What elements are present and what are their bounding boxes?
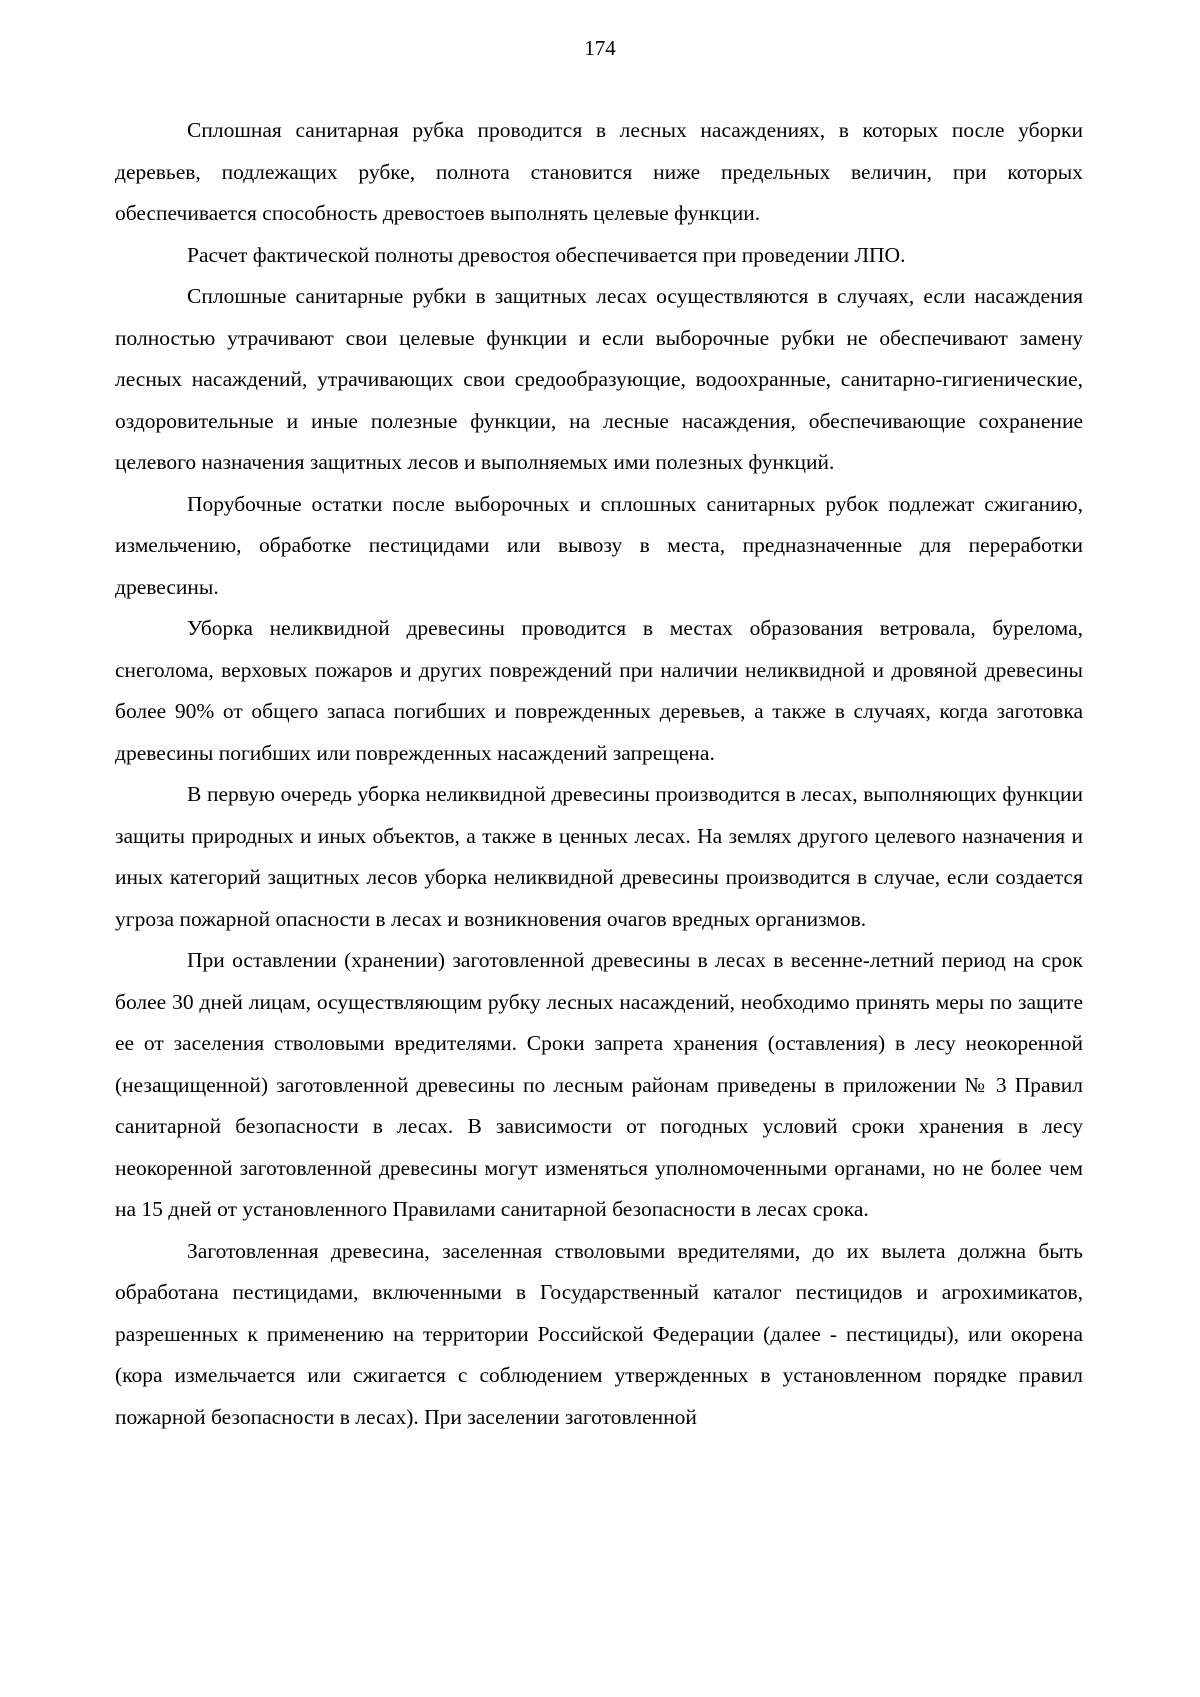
paragraph: Заготовленная древесина, заселенная стволовыми вредителями, до их вылета должна быть обработана пестицидами, включенными в Государственный каталог пестицидов и агрохимикатов, разрешенных к применению на территории Российской Федерации (далее - пестициды), или окорена (кора измельчается или сжигается с соблюдением утвержденных в установленном порядке правил пожарной безопасности в лесах). При заселении заготовленной bbox=[115, 1238, 1083, 1429]
paragraph: При оставлении (хранении) заготовленной древесины в лесах в весенне-летний период на срок более 30 дней лицам, осуществляющим рубку лесных насаждений, необходимо принять меры по защите ее от заселения стволовыми вредителями. Сроки запрета хранения (оставления) в лесу неокоренной (незащищенной) заготовленной древесины по лесным районам приведены в приложении № 3 Правил санитарной безопасности в лесах. В зависимости от погодных условий сроки хранения в лесу неокоренной заготовленной древесины могут изменяться уполномоченными органами, но не более чем на 15 дней от установленного Правилами санитарной безопасности в лесах срока. bbox=[115, 948, 1083, 1221]
paragraph: Уборка неликвидной древесины проводится в местах образования ветровала, бурелома, снеголома, верховых пожаров и других повреждений при наличии неликвидной и дровяной древесины более 90% от общего запаса погибших и поврежденных деревьев, а также в случаях, когда заготовка древесины погибших или поврежденных насаждений запрещена. bbox=[115, 616, 1083, 765]
paragraph: Сплошная санитарная рубка проводится в лесных насаждениях, в которых после уборки деревьев, подлежащих рубке, полнота становится ниже предельных величин, при которых обеспечивается способность древостоев выполнять целевые функции. bbox=[115, 118, 1083, 225]
page-number: 174 bbox=[584, 36, 616, 60]
paragraph: Расчет фактической полноты древостоя обеспечивается при проведении ЛПО. bbox=[187, 242, 906, 267]
paragraph: В первую очередь уборка неликвидной древесины производится в лесах, выполняющих функции защиты природных и иных объектов, а также в ценных лесах. На землях другого целевого назначения и иных категорий защитных лесов уборка неликвидной древесины производится в случае, если создается угроза пожарной опасности в лесах и возникновения очагов вредных организмов. bbox=[115, 782, 1083, 931]
paragraph: Сплошные санитарные рубки в защитных лесах осуществляются в случаях, если насаждения полностью утрачивают свои целевые функции и если выборочные рубки не обеспечивают замену лесных насаждений, утрачивающих свои средообразующие, водоохранные, санитарно-гигиенические, оздоровительные и иные полезные функции, на лесные насаждения, обеспечивающие сохранение целевого назначения защитных лесов и выполняемых ими полезных функций. bbox=[115, 284, 1083, 474]
paragraph: Порубочные остатки после выборочных и сплошных санитарных рубок подлежат сжиганию, измельчению, обработке пестицидами или вывозу в места, предназначенные для переработки древесины. bbox=[115, 491, 1083, 599]
document-body bbox=[115, 110, 1083, 1438]
